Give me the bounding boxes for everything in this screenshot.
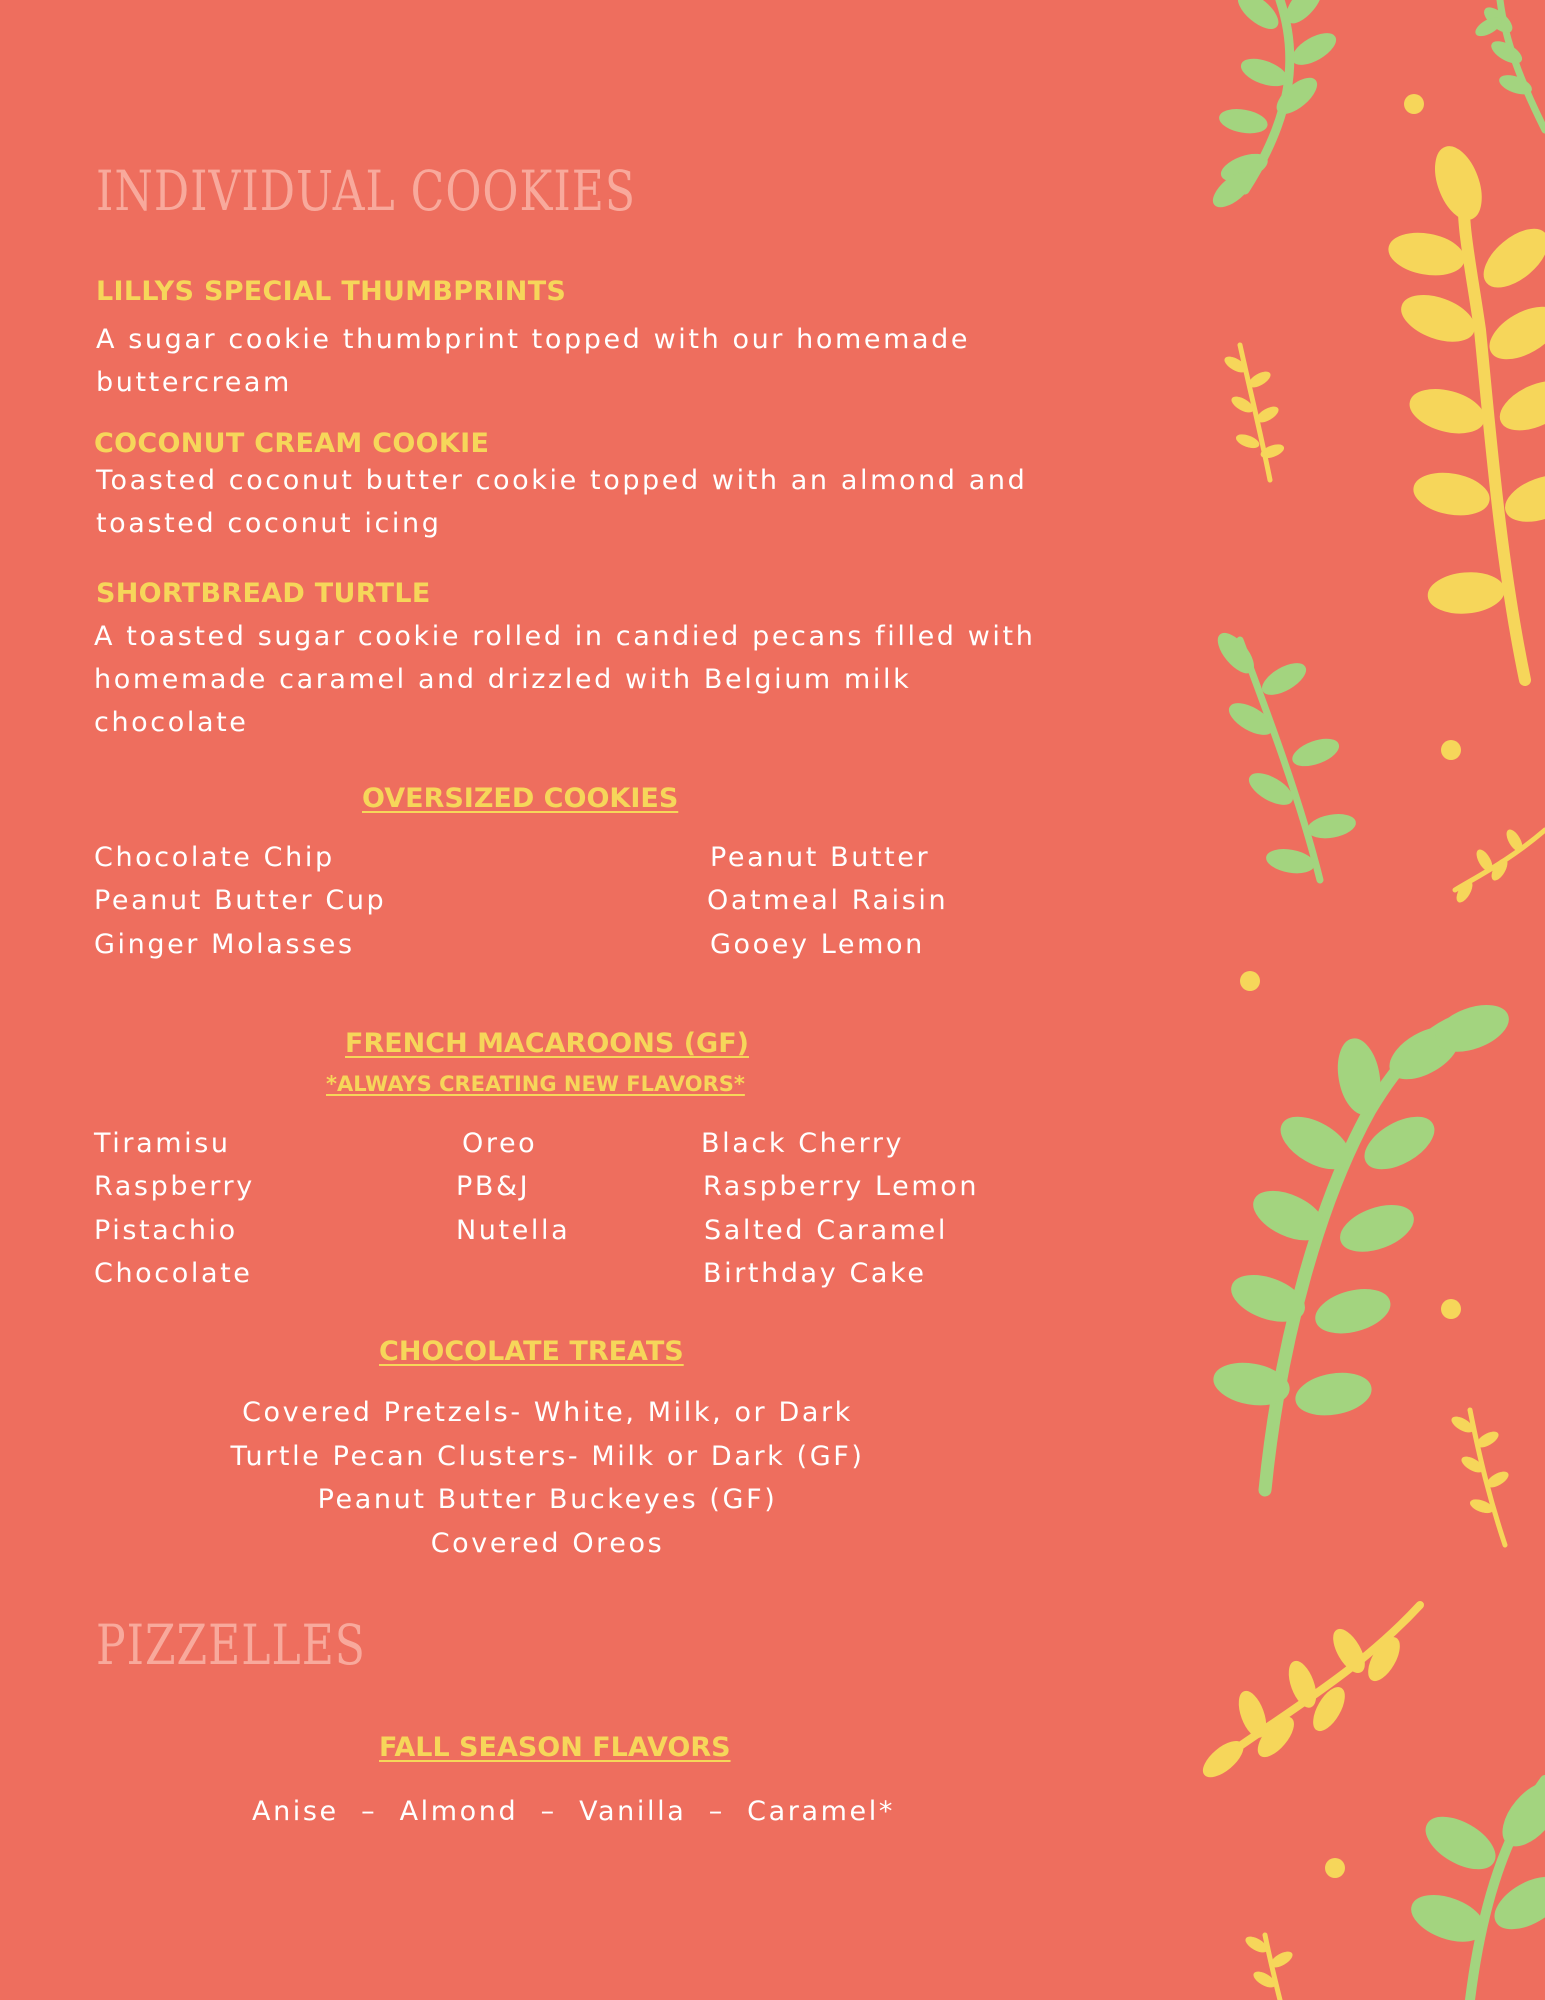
macaroons-note: *ALWAYS CREATING NEW FLAVORS* — [326, 1072, 745, 1096]
leaf-branch-icon — [1212, 628, 1357, 880]
list-item: Covered Oreos — [430, 1528, 665, 1559]
leaf-branch-icon — [1222, 345, 1285, 480]
list-item: Chocolate — [94, 1258, 253, 1289]
heading-oversized-cookies: OVERSIZED COOKIES — [362, 783, 679, 814]
heading-french-macaroons: FRENCH MACAROONS (GF) — [345, 1028, 749, 1059]
list-item: Oatmeal Raisin — [707, 885, 949, 916]
cookie-description-coconut: Toasted coconut butter cookie topped with an almond and toasted coconut icing — [96, 465, 1028, 539]
list-item: Nutella — [456, 1215, 571, 1246]
list-item: Tiramisu — [94, 1128, 231, 1159]
leaf-branch-icon — [1454, 827, 1545, 904]
leaf-branch-icon — [1449, 1410, 1510, 1545]
leaf-branch-icon — [1208, 0, 1341, 213]
section-title-pizzelles: PIZZELLES — [96, 1614, 366, 1678]
cookie-description-shortbread: A toasted sugar cookie rolled in candied pecans filled with homemade caramel and drizzled with Belgium milk chocolate — [94, 621, 1036, 738]
list-item: Peanut Butter Cup — [94, 885, 387, 916]
list-item: PB&J — [456, 1171, 531, 1202]
list-item: Birthday Cake — [703, 1258, 927, 1289]
leaf-branch-icon — [1386, 141, 1545, 680]
list-item: Pistachio — [94, 1215, 238, 1246]
heading-chocolate-treats: CHOCOLATE TREATS — [379, 1336, 684, 1367]
cookie-description-thumbprints: A sugar cookie thumbprint topped with our homemade buttercream — [96, 324, 971, 398]
cookie-title-shortbread: SHORTBREAD TURTLE — [96, 578, 431, 609]
list-item: Gooey Lemon — [710, 929, 925, 960]
list-item: Chocolate Chip — [94, 842, 335, 873]
list-item: Peanut Butter Buckeyes (GF) — [317, 1484, 778, 1515]
leaf-branch-icon — [1198, 1605, 1420, 1783]
list-item: Peanut Butter — [710, 842, 931, 873]
list-item: Ginger Molasses — [94, 929, 355, 960]
list-item: Black Cherry — [701, 1128, 905, 1159]
decorative-dots — [1240, 94, 1461, 1878]
leaf-branch-icon — [1406, 1772, 1545, 2000]
cookie-title-thumbprints: LILLYS SPECIAL THUMBPRINTS — [96, 276, 567, 307]
pizzelle-flavors: Anise – Almond – Vanilla – Caramel* — [252, 1796, 895, 1827]
list-item: Salted Caramel — [704, 1215, 948, 1246]
leaf-branch-icon — [1473, 0, 1545, 130]
heading-fall-season-flavors: FALL SEASON FLAVORS — [379, 1732, 731, 1763]
list-item: Turtle Pecan Clusters- Milk or Dark (GF) — [230, 1441, 865, 1472]
cookie-title-coconut: COCONUT CREAM COOKIE — [94, 428, 490, 459]
section-title-individual-cookies: INDIVIDUAL COOKIES — [96, 160, 637, 224]
list-item: Oreo — [462, 1128, 538, 1159]
list-item: Covered Pretzels- White, Milk, or Dark — [242, 1397, 853, 1428]
list-item: Raspberry Lemon — [703, 1171, 980, 1202]
list-item: Raspberry — [94, 1171, 255, 1202]
leaf-branch-icon — [1243, 1934, 1294, 2000]
